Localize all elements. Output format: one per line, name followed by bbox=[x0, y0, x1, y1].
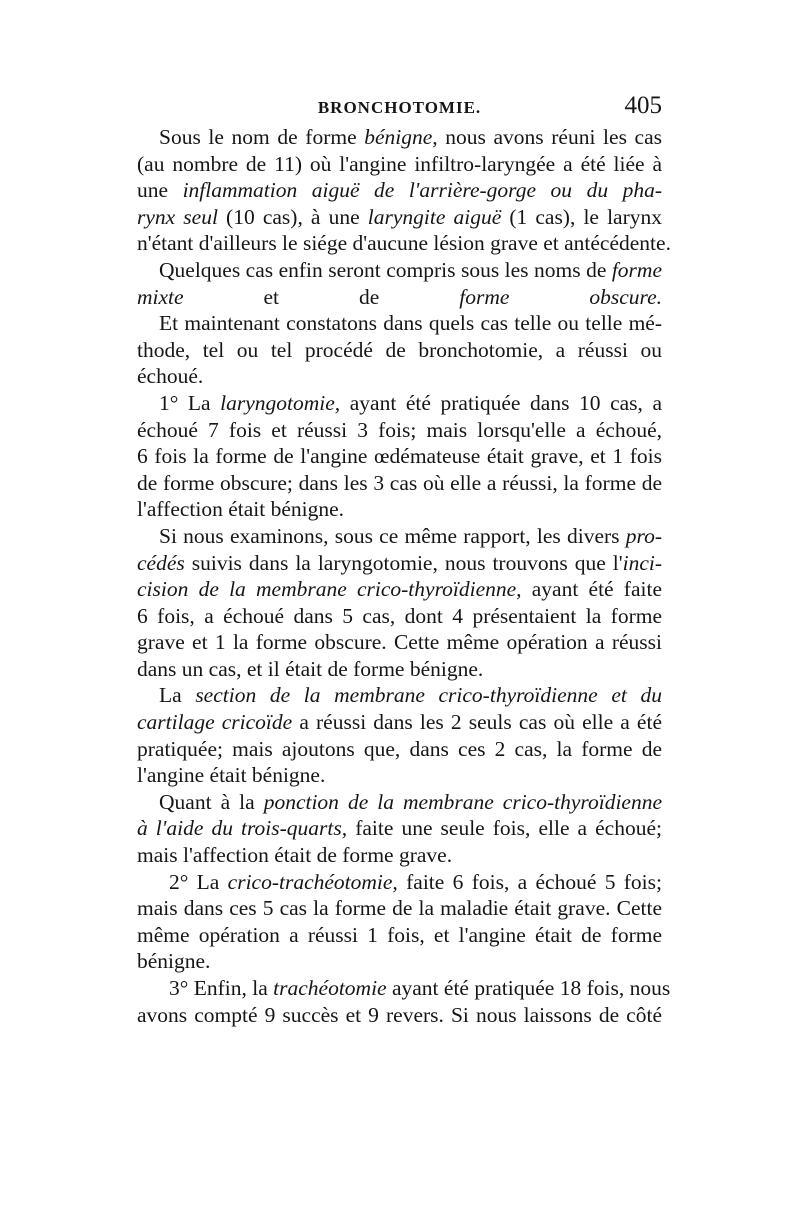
text-line bbox=[137, 656, 662, 683]
text-run: Et maintenant constatons dans quels cas telle ou telle mé- bbox=[159, 311, 662, 336]
text-run: La bbox=[159, 683, 196, 708]
running-title: BRONCHOTOMIE. bbox=[317, 98, 482, 117]
italic-text: crico-trachéotomie, bbox=[227, 869, 398, 894]
italic-text: ponction de la membrane crico-thyroïdienne bbox=[263, 789, 662, 814]
text-run: l'affection était bénigne. bbox=[137, 497, 345, 522]
text-run: Quant à la bbox=[159, 789, 264, 814]
text-line bbox=[137, 895, 662, 922]
text-line bbox=[137, 922, 662, 949]
text-run: mais dans ces 5 cas la forme de la maladie était grave. Cette bbox=[137, 896, 662, 921]
italic-text: laryngotomie, bbox=[220, 390, 341, 415]
text-line bbox=[137, 177, 662, 204]
italic-text: inci- bbox=[622, 550, 662, 575]
text-line bbox=[137, 762, 662, 789]
text-run: même opération a réussi 1 fois, et l'angine était de forme bbox=[137, 922, 662, 947]
text-run: suivis dans la laryngotomie, nous trouvons que l' bbox=[184, 550, 623, 575]
italic-text: bénigne, bbox=[364, 125, 438, 149]
italic-text: cartilage cricoïde bbox=[137, 710, 293, 735]
text-line bbox=[137, 869, 662, 896]
text-run: n'étant d'ailleurs le siége d'aucune lésion grave et antécédente. bbox=[137, 231, 671, 256]
text-line bbox=[137, 1002, 662, 1029]
text-line bbox=[137, 443, 662, 470]
text-run: 1° La bbox=[159, 390, 221, 415]
text-run: nous avons réuni les cas bbox=[437, 125, 662, 149]
text-run: 2° La bbox=[169, 869, 228, 894]
text-line bbox=[137, 523, 662, 550]
italic-text: cédés bbox=[137, 550, 185, 575]
text-run: dans un cas, et il était de forme bénigne. bbox=[137, 656, 484, 681]
text-run: avons compté 9 succès et 9 revers. Si nous laissons de côté bbox=[137, 1002, 662, 1027]
text-run: Sous le nom de forme bbox=[159, 125, 365, 149]
italic-text: laryngite aiguë bbox=[367, 204, 502, 229]
text-run: l'angine était bénigne. bbox=[137, 763, 326, 788]
text-line bbox=[137, 789, 662, 816]
text-line bbox=[137, 204, 662, 231]
text-line bbox=[137, 151, 662, 178]
text-run: 6 fois la forme de l'angine œdémateuse était grave, et 1 fois bbox=[137, 444, 662, 469]
text-line bbox=[137, 948, 662, 975]
italic-text: forme obscure. bbox=[459, 284, 662, 309]
text-run: ayant été faite bbox=[521, 577, 662, 602]
text-run: échoué. bbox=[137, 364, 204, 389]
text-run: mais l'affection était de forme grave. bbox=[137, 843, 453, 868]
text-line bbox=[137, 257, 662, 284]
text-run: de forme obscure; dans les 3 cas où elle a réussi, la forme de bbox=[137, 470, 662, 495]
text-line bbox=[137, 709, 662, 736]
text-run: 6 fois, a échoué dans 5 cas, dont 4 présentaient la forme bbox=[137, 603, 662, 628]
italic-text: inflammation aiguë de l'arrière-gorge ou du pha- bbox=[182, 178, 662, 203]
italic-text: à l'aide du trois-quarts, bbox=[137, 816, 348, 841]
italic-text: pro- bbox=[625, 523, 662, 548]
text-line bbox=[137, 682, 662, 709]
page-number: 405 bbox=[624, 92, 662, 119]
text-run: faite une seule fois, elle a échoué; bbox=[347, 816, 662, 841]
text-run: thode, tel ou tel procédé de bronchotomie, a réussi ou bbox=[137, 337, 662, 362]
text-line bbox=[137, 470, 662, 497]
text-run: ayant été pratiquée 18 fois, nous bbox=[386, 976, 671, 1000]
running-head bbox=[137, 92, 662, 122]
text-run: une bbox=[137, 178, 183, 203]
text-line bbox=[137, 975, 671, 1002]
text-run: Si nous examinons, sous ce même rapport, les divers bbox=[159, 523, 626, 548]
text-line bbox=[137, 390, 662, 417]
text-line bbox=[137, 629, 662, 656]
italic-text: cision de la membrane crico-thyroïdienne, bbox=[137, 577, 522, 602]
text-run: 3° Enfin, la bbox=[169, 976, 274, 1000]
text-line bbox=[137, 815, 662, 842]
text-line bbox=[137, 284, 662, 311]
text-line bbox=[137, 124, 662, 151]
text-run: faite 6 fois, a échoué 5 fois; bbox=[397, 869, 662, 894]
text-line bbox=[137, 842, 662, 869]
text-run: a réussi dans les 2 seuls cas où elle a été bbox=[292, 710, 662, 735]
text-line bbox=[137, 337, 662, 364]
text-line bbox=[137, 550, 662, 577]
text-run: et de bbox=[183, 284, 460, 309]
text-run: Quelques cas enfin seront compris sous les noms de bbox=[159, 257, 612, 282]
italic-text: rynx seul bbox=[137, 204, 218, 229]
text-line bbox=[137, 603, 662, 630]
text-run: échoué 7 fois et réussi 3 fois; mais lorsqu'elle a échoué, bbox=[137, 417, 662, 442]
text-line bbox=[137, 310, 662, 337]
text-line bbox=[137, 417, 662, 444]
text-run: bénigne. bbox=[137, 949, 211, 974]
text-run: (au nombre de 11) où l'angine infiltro-laryngée a été liée à bbox=[137, 151, 662, 176]
text-line bbox=[137, 363, 662, 390]
text-line bbox=[137, 736, 662, 763]
italic-text: section de la membrane crico-thyroïdienne et du bbox=[195, 683, 662, 708]
text-line bbox=[137, 576, 662, 603]
text-line bbox=[137, 496, 662, 523]
italic-text: trachéotomie bbox=[273, 976, 387, 1000]
text-run: (1 cas), le larynx bbox=[501, 204, 663, 229]
italic-text: forme bbox=[611, 257, 662, 282]
text-run: (10 cas), à une bbox=[217, 204, 368, 229]
text-run: pratiquée; mais ajoutons que, dans ces 2 cas, la forme de bbox=[137, 736, 662, 761]
body-text bbox=[137, 124, 671, 1028]
text-line bbox=[137, 230, 671, 257]
text-run: ayant été pratiquée dans 10 cas, a bbox=[340, 390, 662, 415]
text-run: grave et 1 la forme obscure. Cette même opération a réussi bbox=[137, 630, 662, 655]
italic-text: mixte bbox=[137, 284, 184, 309]
